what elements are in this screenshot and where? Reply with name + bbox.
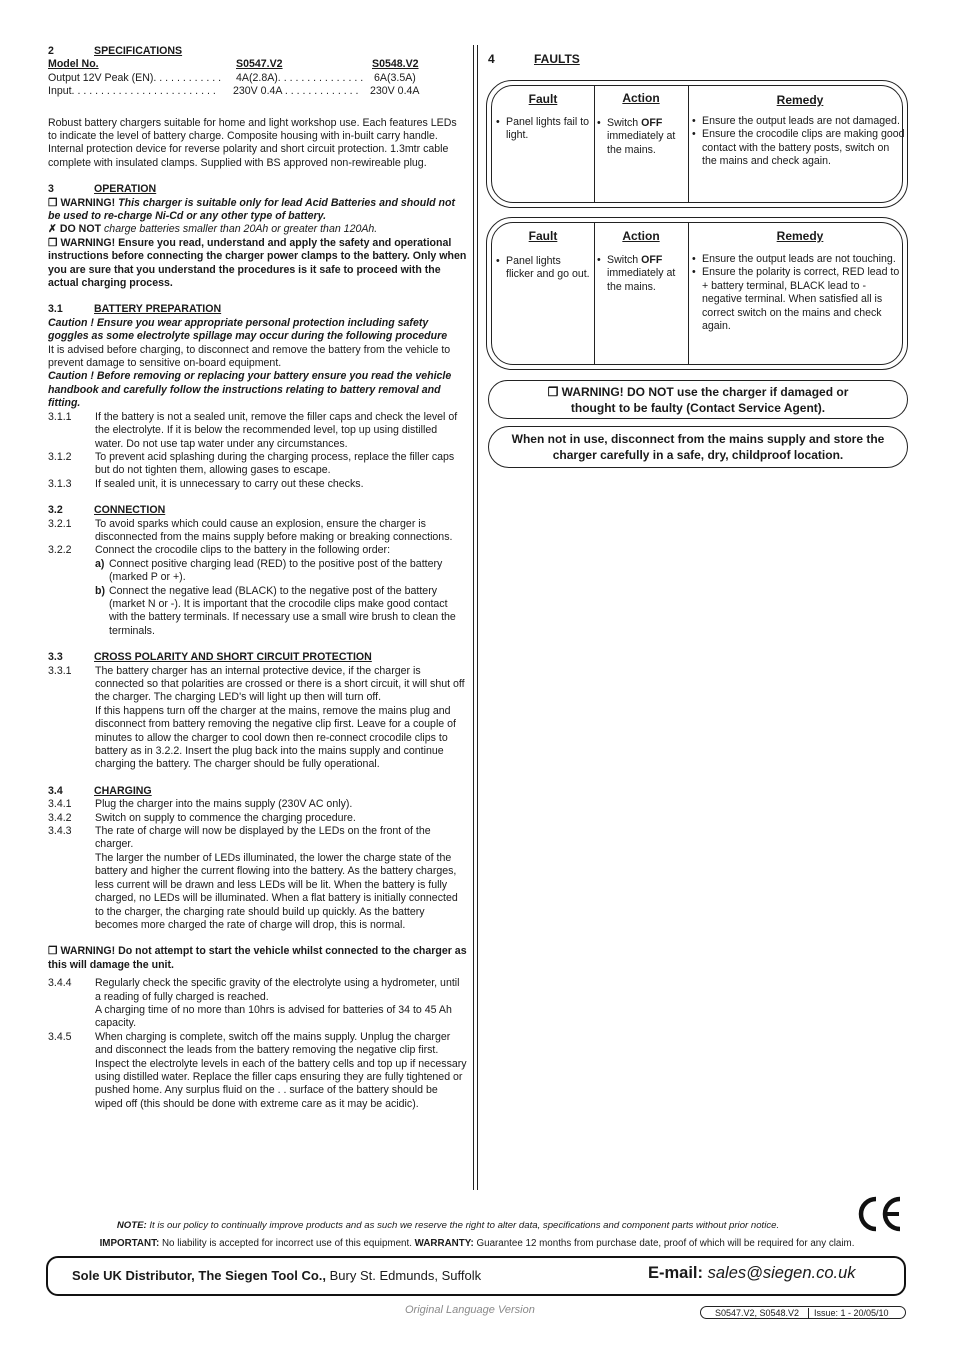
caution-handbook: Caution ! Before removing or replacing your battery ensure you read the vehicle handbook and carefully follow the instructions relating to battery removal and fitting. [48,370,452,410]
column-header-action: Action [622,91,660,105]
ce-mark-icon [857,1195,903,1233]
list-item: 3.1.1 If the battery is not a sealed unit, remove the filler caps and check the level of the electrolyte. If it is below the recommended level, top up using distilled water. Do not use tap water under any circumstances. [48,410,458,450]
column-header-action: Action [622,229,660,243]
list-item: 3.1.2 To prevent acid splashing during the charging process, replace the filler caps but do not tighten them, allowing gases to escape. [48,450,455,477]
distributor-text: Sole UK Distributor, The Siegen Tool Co., Bury St. Edmunds, Suffolk [72,1268,482,1283]
warning-lead-acid: ❐ WARNING! This charger is suitable only for lead Acid Batteries and should not be used to re-charge Ni-Cd or any other type of battery. [48,196,456,223]
remedy-text: • Ensure the output leads are not damaged. • Ensure the crocodile clips are making good contact with the battery posts, switch on the mains and check again. [692,115,905,168]
section-heading-operation: 3 OPERATION [48,183,157,196]
distributor-box [46,1256,906,1296]
fault-table-1 [486,80,908,208]
fault-table-2 [486,217,908,370]
do-not-note: ✗ DO NOT charge batteries smaller than 20Ah or greater than 120Ah. [48,223,378,236]
model-issue-badge: S0547.V2, S0548.V2 Issue: 1 - 20/05/10 [700,1306,906,1319]
email-contact: E-mail: sales@siegen.co.uk [648,1264,856,1282]
column-header-remedy: Remedy [776,229,824,243]
spec-description: Robust battery chargers suitable for home and light workshop use. Each features LEDs to indicate the level of battery charge. Composite housing with in-built carry handle. Internal protection device for reverse polarity and short circuit protection. 1.3mtr cable complete with insulated clamps. Supplied with BS approved non-rewireable plug. [48,116,457,169]
section-heading-connection: 3.2 CONNECTION [48,504,166,517]
list-item: 3.1.3 If sealed unit, it is unnecessary to carry out these checks. [48,477,364,490]
column-header-fault: Fault [528,229,558,243]
section-heading-battery-preparation: 3.1 BATTERY PREPARATION [48,303,222,316]
cross-mark-icon: ✗ [48,223,57,236]
spec-table-header: Model No. S0547.V2 S0548.V2 [48,58,419,71]
section-heading-specifications: 2 SPECIFICATIONS [48,45,183,57]
list-item: 3.3.1 The battery charger has an internal protective device, if the charger is connected so that polarities are crossed or there is a short circuit, it will shut off the charger. The charging LED's will light up then will turn off. If this happens turn off the charger at the mains, remove the mains plug and disconnect from battery removing the negative clip first. Leave for a couple of minutes to allow the charger to cool down then re-connect crocodile clips to battery as in 3.2.2. Insert the plug back into the mains supply and continue charging the battery. The charger should be fully operational. [48,664,465,771]
remedy-text: • Ensure the output leads are not touching. • Ensure the polarity is correct, RED lead to + battery terminal, BLACK lead to - negative terminal. When satisfied all is correct switch on the mains and check again. [692,253,900,333]
column-header-fault: Fault [528,92,558,106]
action-text: • Switch OFF immediately at the mains. [597,117,676,156]
warning-do-not-start-vehicle: ❐ WARNING! Do not attempt to start the vehicle whilst connected to the charger as this will damage the unit. [48,945,467,971]
list-sub-item: a) Connect positive charging lead (RED) to the positive post of the battery (marked P or +). [95,557,443,584]
list-item: 3.4.3 The rate of charge will now be displayed by the LEDs on the front of the charger. The larger the number of LEDs illuminated, the lower the charge state of the battery and higher the current flowing into the battery. As the battery charges, less current will be drawn and less LEDs will be lit. When the battery is fully charged, no LEDs will be illuminated. When a flat battery is initially connected to the charger, the charging rate should build up quickly. As the battery becomes more charged the rate of charge will drop, this is normal. [48,825,458,931]
advice-text: It is advised before charging, to disconnect and remove the battery from the vehicle to prevent damage to sensitive on-board equipment. [48,343,451,370]
spec-row-input: Input. . . . . . . . . . . . . . . . . . . . . . . . . 230V 0.4A . . . . . . . . . . . . . 230V 0.4A [48,85,420,98]
left-column [48,45,468,1111]
action-text: • Switch OFF immediately at the mains. [597,254,676,293]
column-header-remedy: Remedy [776,93,824,107]
list-item: 3.4.1 Plug the charger into the mains supply (230V AC only). [48,798,353,811]
original-language-version: Original Language Version [405,1304,535,1316]
list-item: 3.4.2 Switch on supply to commence the charging procedure. [48,811,356,824]
storage-notice: When not in use, disconnect from the mains supply and store the charger carefully in a safe, dry, childproof location. [488,426,908,468]
caution-protection: Caution ! Ensure you wear appropriate personal protection including safety goggles as some electrolyte spillage may occur during the following procedure [48,316,448,343]
liability-warranty-note: IMPORTANT: No liability is accepted for incorrect use of this equipment. WARRANTY: Guarantee 12 months from purchase date, proof of which will be required for any claim. [99,1238,855,1249]
list-item: 3.4.4 Regularly check the specific gravity of the electrolyte using a hydrometer, until a reading of fully charged is reached. A charging time of no more than 10hrs is advised for batteries of 34 to 45 Ah capacity. [48,977,460,1030]
policy-note: NOTE: It is our policy to continually improve products and as such we reserve the right to alter data, specifications and component parts without prior notice. [116,1220,780,1231]
column-divider [473,45,474,1190]
email-link[interactable]: sales@siegen.co.uk [707,1264,856,1282]
column-divider [477,45,478,1190]
spec-row-output: Output 12V Peak (EN). . . . . . . . . . . . 4A(2.8A). . . . . . . . . . . . . . . 6A(3.5A) [48,71,416,84]
list-item: 3.2.1 To avoid sparks which could cause an explosion, ensure the charger is disconnected from the mains supply before making or breaking connections. [48,517,453,543]
list-sub-item: b) Connect the negative lead (BLACK) to the negative post of the battery (market N or -). It is important that the crocodile clips make good contact with the battery terminals. If necessary use a small wire brush to clean the terminals. [95,584,456,637]
warning-read-instructions: ❐ WARNING! Ensure you read, understand and apply the safety and operational instructions before connecting the charger power clamps to the battery. Only when you are sure that you understand the procedures is it safe to proceed with the actual charging process. [48,236,467,290]
list-item: 3.2.2 Connect the crocodile clips to the battery in the following order: [48,544,391,557]
fault-text: • Panel lights flicker and go out. [496,255,590,281]
section-heading-faults: 4 FAULTS [488,52,580,66]
section-heading-charging: 3.4 CHARGING [48,784,152,797]
warning-faulty-charger: ❐ WARNING! DO NOT use the charger if damaged or thought to be faulty (Contact Service Agent). [488,380,908,419]
section-heading-cross-polarity: 3.3 CROSS POLARITY AND SHORT CIRCUIT PROTECTION [48,651,372,664]
fault-text: • Panel lights fail to light. [496,116,590,142]
list-item: 3.4.5 When charging is complete, switch off the mains supply. Unplug the charger and disconnect the leads from the battery removing the negative clip first. Inspect the electrolyte levels in each of the battery cells and top up if necessary using distilled water. Replace the filler caps ensuring they are fully tightened or pushed home. Any surplus fluid on the . . surface of the battery should be wiped off (this should be done with extreme care as it may be acidic). [48,1030,467,1110]
